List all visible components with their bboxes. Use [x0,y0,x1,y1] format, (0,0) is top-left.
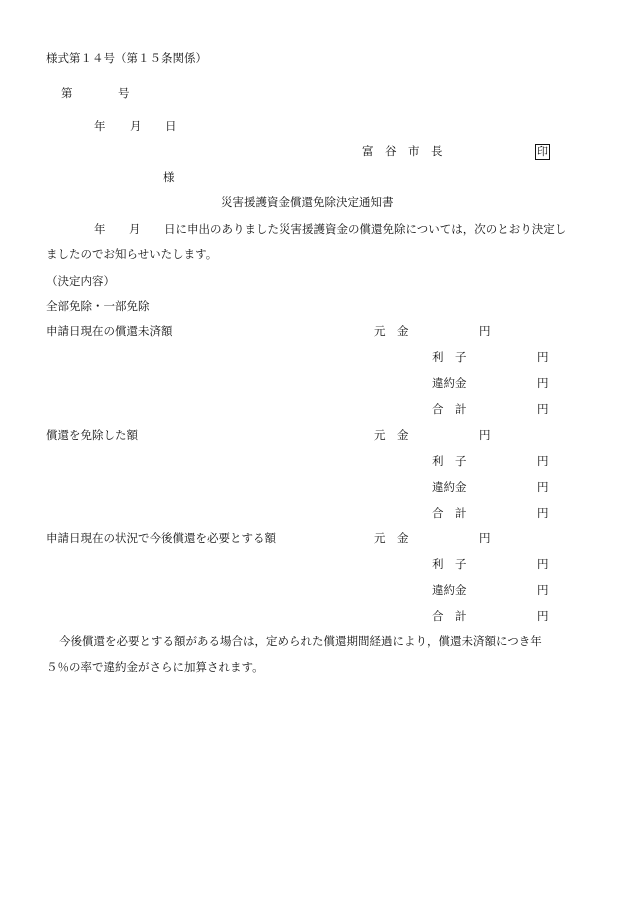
row-unit: 円 [537,609,549,623]
row-name: 合 計 [432,609,467,623]
mayor-name: 富 谷 市 長 [362,144,443,158]
row-name: 違約金 [432,583,467,597]
row-name: 利 子 [432,454,467,468]
decision-type: 全部免除・一部免除 [46,299,150,313]
section-label: 申請日現在の償還未済額 [46,324,173,338]
row-name: 合 計 [432,506,467,520]
date-year: 年 [94,119,106,133]
row-unit: 円 [537,402,549,416]
row-unit: 円 [479,428,491,442]
date-month: 月 [130,119,142,133]
row-unit: 円 [537,583,549,597]
row-name: 違約金 [432,376,467,390]
intro-year: 年 [94,222,106,236]
number-go: 号 [118,86,130,100]
row-name: 合 計 [432,402,467,416]
document-title: 災害援護資金償還免除決定通知書 [221,195,394,209]
row-unit: 円 [479,324,491,338]
decision-heading: （決定内容） [46,274,115,288]
intro-line-1: 日に申出のありました災害援護資金の償還免除については，次のとおり決定し [164,222,567,236]
row-name: 違約金 [432,480,467,494]
note-line-2: ５％の率で違約金がさらに加算されます。 [46,660,264,674]
row-unit: 円 [537,454,549,468]
note-line-1: 今後償還を必要とする額がある場合は，定められた償還期間経過により，償還未済額につき年 [59,634,542,648]
row-name: 元 金 [374,428,409,442]
form-number: 様式第１４号（第１５条関係） [46,51,207,65]
row-unit: 円 [479,531,491,545]
row-unit: 円 [537,506,549,520]
row-unit: 円 [537,480,549,494]
row-unit: 円 [537,376,549,390]
number-dai: 第 [61,86,73,100]
section-label: 申請日現在の状況で今後償還を必要とする額 [46,531,276,545]
row-name: 利 子 [432,557,467,571]
section-label: 償還を免除した額 [46,428,138,442]
date-day: 日 [165,119,177,133]
row-unit: 円 [537,557,549,571]
row-unit: 円 [537,350,549,364]
seal-mark [535,144,550,160]
addressee-sama: 様 [163,170,175,184]
row-name: 元 金 [374,324,409,338]
seal-stamp: 印 [537,145,548,158]
intro-month: 月 [129,222,141,236]
row-name: 利 子 [432,350,467,364]
intro-line-2: ましたのでお知らせいたします。 [46,247,218,261]
row-name: 元 金 [374,531,409,545]
